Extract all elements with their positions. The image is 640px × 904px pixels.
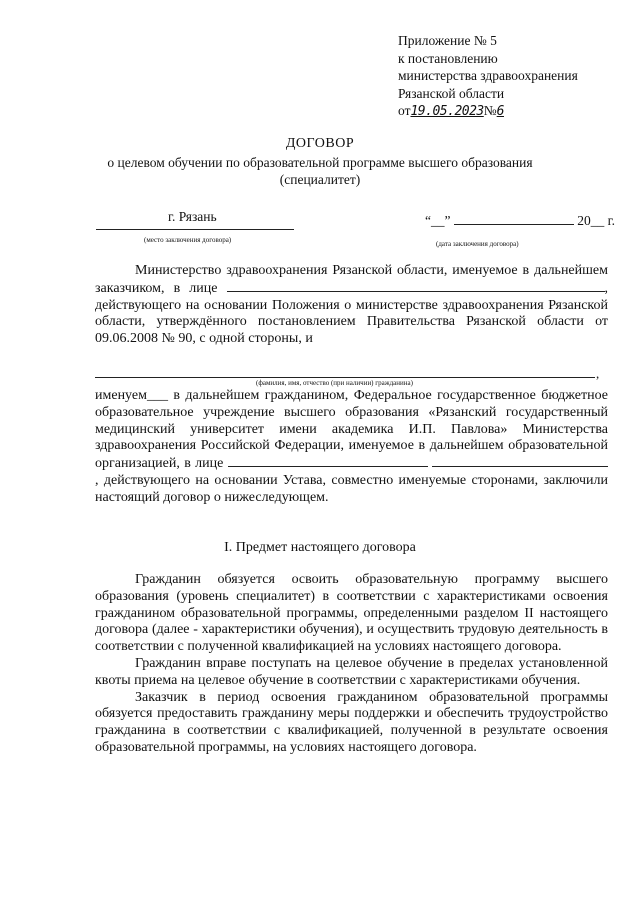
document-subtitle-level: (специалитет) — [279, 172, 361, 187]
appendix-date-prefix: от — [398, 103, 411, 118]
place-caption: (место заключения договора) — [144, 236, 232, 244]
preamble-text-2b: , действующего на основании Устава, совместно именуемые сторонами, заключили настоящий договор о нижеследующем. — [95, 472, 608, 505]
section-1-paragraph-3: Заказчик в период освоения гражданином образовательной программы обязуется предоставить гражданину меры поддержки и обеспечить трудоустройство гражданина в соответствии с квалификацией, полученной в результате освоения образовательной программы, на условиях настоящего договора. — [95, 689, 608, 755]
document-subtitle: о целевом обучении по образовательной программе высшего образования — [107, 155, 533, 170]
appendix-line-4: Рязанской области — [398, 85, 505, 101]
section-1-title: I. Предмет настоящего договора — [224, 540, 416, 555]
document-title: ДОГОВОР — [285, 136, 355, 151]
appendix-handwritten-number: 6 — [496, 104, 504, 119]
appendix-block — [398, 32, 578, 121]
preamble-text-2a: именуем___ в дальнейшем гражданином, Федеральное государственное бюджетное образовательное учреждение высшего образования «Рязанский государственный медицинский университет имени академика И.П. Павлова» Министерства здравоохранения Российской Федерации, именуемое в дальнейшем образовательной организацией, в лице — [95, 388, 608, 472]
citizen-name-line — [95, 377, 595, 378]
place-underline — [96, 229, 294, 230]
section-1-paragraph-2: Гражданин вправе поступать на целевое обучение в пределах установленной квоты приема на целевое обучение в соответствии с характеристиками обучения. — [95, 655, 608, 688]
preamble-paragraph-1 — [95, 263, 608, 348]
section-1-paragraph-1: Гражданин обязуется освоить образовательную программу высшего образования (уровень специалитет) в соответствии с характеристиками освоения гражданином образовательной программы, определенными разделом II настоящего договора (далее - характеристики обучения), и осуществить трудовую деятельность в соответствии с полученной квалификацией на условиях настоящего договора. — [95, 572, 608, 655]
preamble-text-1b: , действующего на основании Положения о министерстве здравоохранения Рязанской области, утверждённого постановлением Правительства Рязанской области от 09.06.2008 № 90, с одной стороны, и — [95, 280, 608, 347]
appendix-number-sign: № — [483, 103, 497, 118]
org-representative-blank-2 — [432, 455, 608, 467]
section-1-body — [95, 572, 608, 757]
appendix-handwritten-date: 19.05.2023 — [410, 104, 484, 119]
date-caption: (дата заключения договора) — [436, 240, 519, 248]
date-year: 20__ г. — [577, 213, 615, 228]
appendix-line-1: Приложение № 5 — [398, 33, 497, 48]
citizen-name-caption: (фамилия, имя, отчество (при наличии) гражданина) — [256, 379, 413, 387]
preamble-text-1a: Министерство здравоохранения Рязанской области, именуемое в дальнейшем заказчиком, в лице — [95, 263, 608, 296]
date-month-blank — [454, 213, 574, 225]
representative-blank — [227, 280, 605, 292]
appendix-date-line — [398, 102, 578, 121]
citizen-name-comma: , — [596, 366, 600, 381]
date-quote: “__” — [425, 213, 451, 228]
appendix-line-2: к постановлению — [398, 50, 498, 66]
contract-date — [425, 213, 615, 229]
appendix-line-3: министерства здравоохранения — [398, 68, 578, 83]
preamble-paragraph-2 — [95, 388, 608, 507]
contract-place: г. Рязань — [168, 209, 217, 224]
org-representative-blank-1 — [228, 455, 428, 467]
